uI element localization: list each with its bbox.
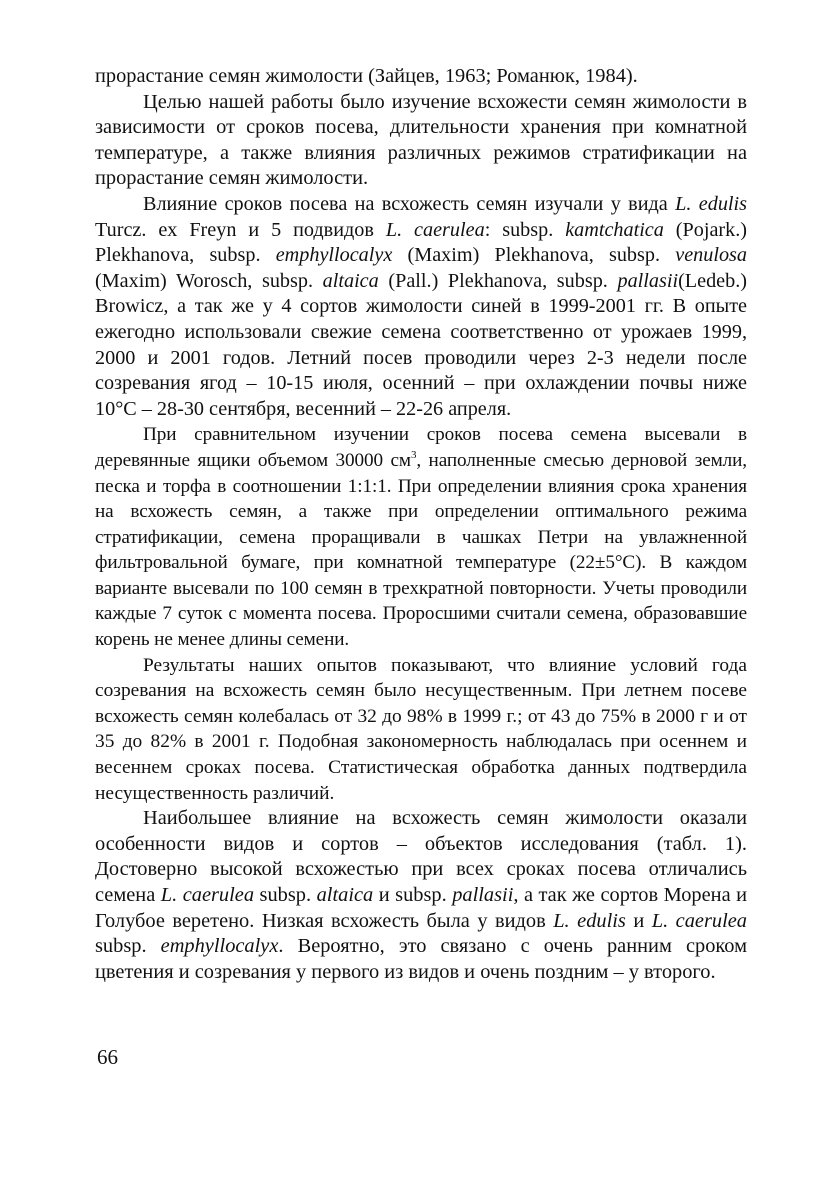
subspecies-name: emphyllocalyx [275, 244, 393, 267]
text-run: (Maxim) Plekhanova, subsp. [392, 244, 676, 267]
text-run: subsp. [254, 884, 317, 906]
text-run: и subsp. [373, 884, 453, 906]
species-name: L. caerulea [651, 909, 747, 932]
document-page [95, 64, 747, 985]
subspecies-name: pallasii [452, 884, 514, 906]
subspecies-name: venulosa [675, 244, 747, 267]
text-run: (Ledeb.) Browicz, а так же у 4 сортов жимолости синей в 1999-2001 гг. В опыте ежегодно использовали свежие семена соответственно от урожаев 1999, 2000 и 2001 годов. Летний посев проводили через 2-3 недели после созревания ягод – 10-15 июля, осенний – при охлаждении почвы ниже 10°С – 28-30 сентября, весенний – 22-26 апреля. [95, 269, 747, 420]
text-run: , а так же сортов Морена и Голубое веретено. Низкая всхожесть была у видов [95, 884, 748, 932]
text-run: . Вероятно, это связано с очень ранним сроком цветения и созревания у первого из видов и очень поздним – у второго. [95, 935, 747, 983]
species-name: L. edulis [675, 192, 747, 215]
paragraph-6 [95, 806, 747, 985]
text-run: , наполненные смесью дерновой земли, песка и торфа в соотношении 1:1:1. При определении влияния срока хранения на всхожесть семян, а также при определении оптимального режима стратификации, семена проращивали в чашках Петри на увлажненной фильтровальной бумаге, при комнатной температуре (22±5°С). В каждом варианте высевали по 100 семян в трехкратной повторности. Учеты проводили каждые 7 суток с момента посева. Проросшими считали семена, образовавшие корень не менее длины семени. [95, 449, 747, 651]
paragraph-4 [95, 422, 747, 652]
text-run: subsp. [95, 935, 161, 958]
subspecies-name: emphyllocalyx [160, 935, 279, 958]
page-number: 66 [97, 1045, 118, 1069]
subspecies-name: pallasii [617, 269, 679, 292]
text-run: и [625, 909, 652, 932]
superscript: 3 [410, 448, 417, 461]
species-name: L. edulis [553, 909, 626, 932]
species-name: L. caerulea [385, 218, 485, 241]
text-run: При сравнительном изучении сроков посева семена высевали в деревянные ящики объемом 30000 см [95, 424, 747, 471]
subspecies-name: kamtchatica [565, 218, 664, 241]
paragraph-5: Результаты наших опытов показывают, что влияние условий года созревания на всхожесть семян было несущественным. При летнем посеве всхожесть семян колебалась от 32 до 98% в 1999 г.; от 43 до 75% в 2000 г и от 35 до 82% в 2001 г. Подобная закономерность наблюдалась при осеннем и весеннем сроках посева. Статистическая обработка данных подтвердила несущественность различий. [95, 654, 747, 804]
paragraph-1: прорастание семян жимолости (Зайцев, 1963; Романюк, 1984). [95, 65, 638, 87]
species-name: L. caerulea [160, 884, 255, 906]
text-run: : subsp. [484, 218, 566, 241]
paragraph-2: Целью нашей работы было изучение всхожести семян жимолости в зависимости от сроков посева, длительности хранения при комнатной температуре, а также влияния различных режимов стратификации на прорастание семян жимолости. [95, 90, 747, 190]
text-run: Влияние сроков посева на всхожесть семян изучали у вида [143, 192, 676, 215]
text-run: (Pojark.) Plekhanova, subsp. [95, 218, 748, 267]
text-run: Наибольшее влияние на всхожесть семян жимолости оказали особенности видов и сортов – объектов исследования (табл. 1). Достоверно высокой всхожестью при всех сроках посева отличались семена [95, 807, 747, 906]
paragraph-3 [95, 192, 747, 422]
subspecies-name: altaica [316, 884, 374, 906]
text-run: Turcz. ex Freyn и 5 подвидов [95, 218, 386, 241]
text-run: (Maxim) Worosch, subsp. [95, 269, 323, 292]
text-run: (Pall.) Plekhanova, subsp. [378, 269, 618, 292]
subspecies-name: altaica [322, 269, 379, 292]
